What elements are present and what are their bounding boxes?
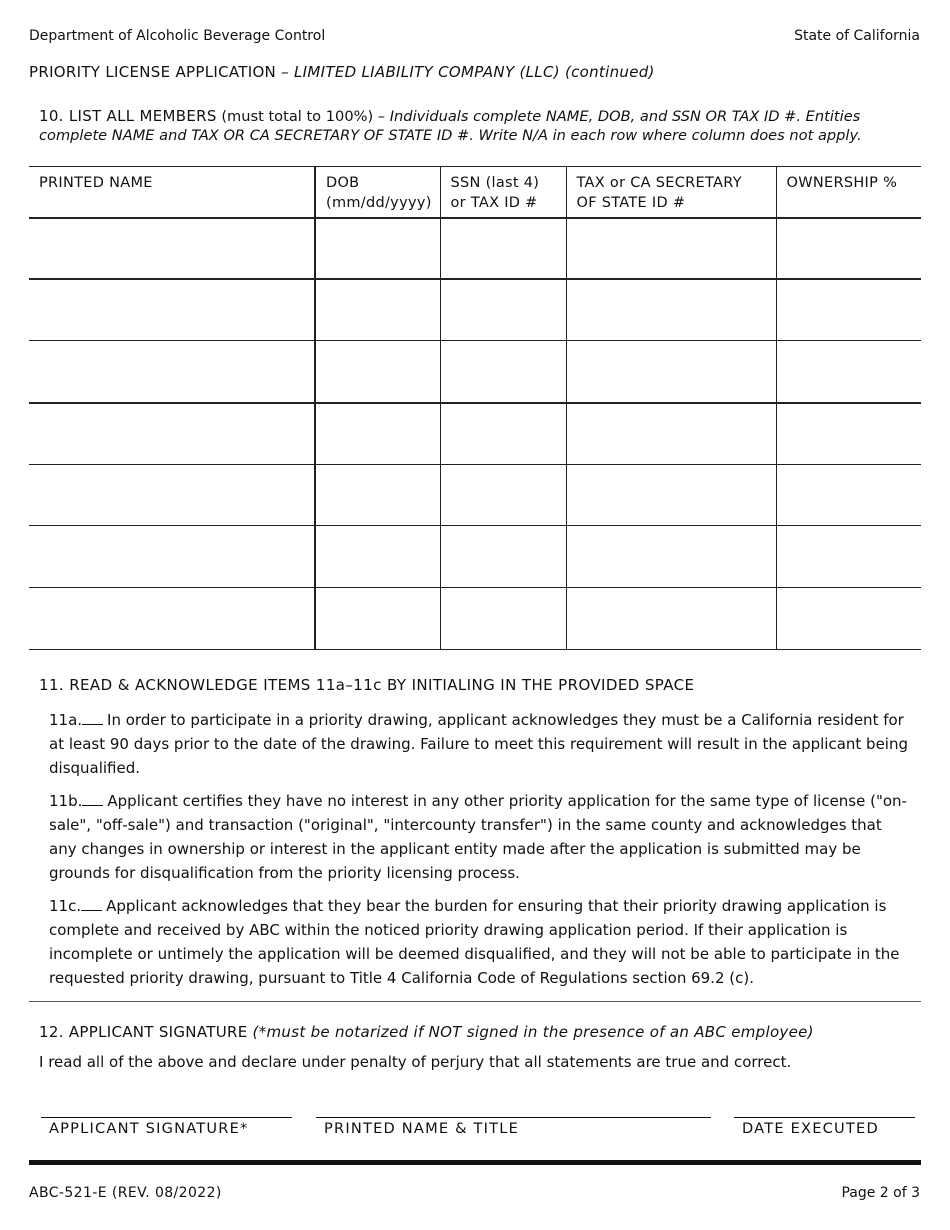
item-label: 11c. (49, 897, 82, 915)
members-paren: (must total to 100%) – (216, 108, 390, 125)
printed-name-cell[interactable] (29, 464, 315, 526)
dob-cell[interactable] (315, 588, 440, 650)
initials-field-11b[interactable] (82, 790, 103, 806)
form-title (29, 63, 655, 81)
members-instructions (39, 107, 915, 145)
printed-name-cell[interactable] (29, 526, 315, 588)
page-number: Page 2 of 3 (841, 1185, 920, 1201)
printed-name-title-label: PRINTED NAME & TITLE (324, 1120, 520, 1137)
item-label: 11a. (49, 711, 83, 729)
item-label: 11b. (49, 792, 83, 810)
form-title-main: PRIORITY LICENSE APPLICATION – (29, 63, 295, 81)
ssn-cell[interactable] (440, 526, 566, 588)
table-row (29, 464, 921, 526)
item-text: In order to participate in a priority drawing, applicant acknowledges they must be a California resident for at least 90 days prior to the date of the drawing. Failure to meet this requirement will result in the applicant being disqualified. (49, 711, 908, 777)
ownership-cell[interactable] (776, 341, 921, 403)
printed-name-cell[interactable] (29, 218, 315, 280)
tax-id-cell[interactable] (566, 464, 776, 526)
signature-section-title (39, 1023, 814, 1041)
col-printed-name: PRINTED NAME (29, 167, 315, 218)
printed-name-cell[interactable] (29, 403, 315, 465)
dob-cell[interactable] (315, 464, 440, 526)
members-section (29, 100, 921, 655)
members-instruction-text: Individuals complete NAME, DOB, and SSN OR TAX ID #. Entities complete NAME and TAX OR CA SECRETARY OF STATE ID #. Write N/A in each row where column does not apply. (39, 108, 862, 144)
form-title-italic: LIMITED LIABILITY COMPANY (LLC) (continued) (294, 63, 655, 81)
date-executed-field[interactable] (734, 1117, 915, 1118)
table-row (29, 279, 921, 341)
ssn-cell[interactable] (440, 279, 566, 341)
ssn-cell[interactable] (440, 464, 566, 526)
ssn-cell[interactable] (440, 218, 566, 280)
ownership-cell[interactable] (776, 526, 921, 588)
acknowledge-section-title: 11. READ & ACKNOWLEDGE ITEMS 11a–11c BY INITIALING IN THE PROVIDED SPACE (39, 676, 695, 694)
col-tax-id: TAX or CA SECRETARY OF STATE ID # (566, 167, 776, 218)
table-row (29, 218, 921, 280)
notarize-note: (*must be notarized if NOT signed in the presence of an ABC employee) (252, 1023, 814, 1041)
perjury-declaration: I read all of the above and declare under penalty of perjury that all statements are true and correct. (39, 1053, 792, 1071)
item-text: Applicant certifies they have no interest in any other priority application for the same type of license ("on-sale", "off-sale") and transaction ("original", "intercounty transfer") in the same county and acknowledges that any changes in ownership or interest in the applicant entity made after the application is submitted may be grounds for disqualification from the priority licensing process. (49, 792, 907, 882)
table-row (29, 403, 921, 465)
dob-cell[interactable] (315, 526, 440, 588)
state-name: State of California (794, 28, 920, 44)
applicant-signature-field[interactable] (41, 1117, 292, 1118)
acknowledge-item-11c (49, 894, 914, 990)
members-label: 10. LIST ALL MEMBERS (39, 107, 217, 125)
initials-field-11c[interactable] (81, 895, 102, 911)
table-row (29, 588, 921, 650)
ssn-cell[interactable] (440, 403, 566, 465)
section-divider (29, 1001, 921, 1002)
col-ownership: OWNERSHIP % (776, 167, 921, 218)
ownership-cell[interactable] (776, 279, 921, 341)
tax-id-cell[interactable] (566, 341, 776, 403)
ownership-cell[interactable] (776, 218, 921, 280)
printed-name-cell[interactable] (29, 279, 315, 341)
col-dob: DOB (mm/dd/yyyy) (315, 167, 440, 218)
signature-section-label: 12. APPLICANT SIGNATURE (39, 1023, 253, 1041)
ownership-cell[interactable] (776, 464, 921, 526)
dob-cell[interactable] (315, 403, 440, 465)
table-row (29, 341, 921, 403)
ssn-cell[interactable] (440, 588, 566, 650)
tax-id-cell[interactable] (566, 526, 776, 588)
department-name: Department of Alcoholic Beverage Control (29, 28, 326, 44)
acknowledge-item-11a (49, 708, 914, 780)
tax-id-cell[interactable] (566, 588, 776, 650)
item-text: Applicant acknowledges that they bear the burden for ensuring that their priority drawing application is complete and received by ABC within the noticed priority drawing application period. If their application is incomplete or untimely the application will be deemed disqualified, and they will not be able to participate in the requested priority drawing, pursuant to Title 4 California Code of Regulations section 69.2 (c). (49, 897, 900, 987)
initials-field-11a[interactable] (82, 709, 103, 725)
dob-cell[interactable] (315, 218, 440, 280)
acknowledge-item-11b (49, 789, 914, 885)
ownership-cell[interactable] (776, 588, 921, 650)
dob-cell[interactable] (315, 279, 440, 341)
printed-name-title-field[interactable] (316, 1117, 711, 1118)
ownership-cell[interactable] (776, 403, 921, 465)
table-row (29, 526, 921, 588)
footer-divider (29, 1160, 921, 1165)
printed-name-cell[interactable] (29, 588, 315, 650)
members-table (29, 166, 921, 650)
ssn-cell[interactable] (440, 341, 566, 403)
form-id: ABC-521-E (REV. 08/2022) (29, 1185, 222, 1201)
col-ssn: SSN (last 4) or TAX ID # (440, 167, 566, 218)
members-header-row (29, 167, 921, 218)
date-executed-label: DATE EXECUTED (742, 1120, 879, 1137)
tax-id-cell[interactable] (566, 279, 776, 341)
tax-id-cell[interactable] (566, 403, 776, 465)
applicant-signature-label: APPLICANT SIGNATURE* (49, 1120, 249, 1137)
dob-cell[interactable] (315, 341, 440, 403)
tax-id-cell[interactable] (566, 218, 776, 280)
printed-name-cell[interactable] (29, 341, 315, 403)
